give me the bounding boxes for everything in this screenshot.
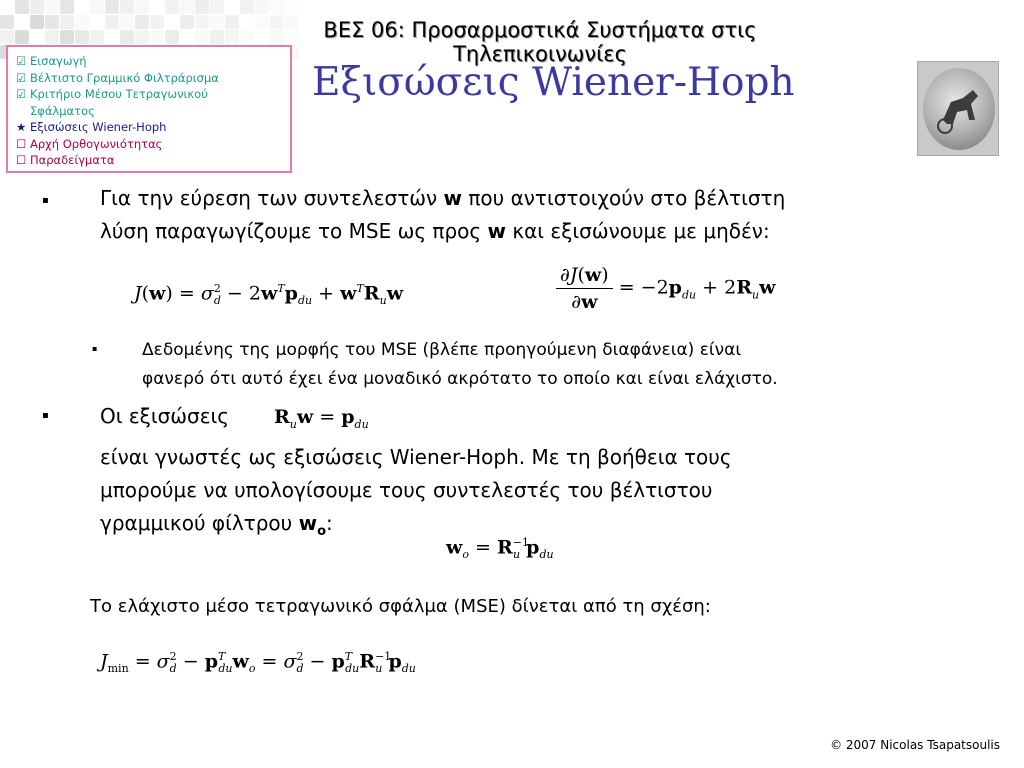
mosaic-tile xyxy=(225,15,239,29)
mosaic-tile xyxy=(45,30,59,44)
unchecked-box-icon: ☐ xyxy=(16,136,27,151)
equation-mse-function: $J(w) = \sigma^2_d - 2w^Tp_{du} + w^TR_uw$ xyxy=(134,282,404,308)
mosaic-tile xyxy=(45,0,59,14)
bullet-icon: ▪ xyxy=(42,195,49,206)
outline-item-introduction: ☑ Εισαγωγή xyxy=(16,54,87,68)
mosaic-tile xyxy=(90,0,104,14)
mosaic-tile xyxy=(0,15,14,29)
checked-box-icon: ☑ xyxy=(16,87,27,101)
mosaic-tile xyxy=(60,15,74,29)
checked-box-icon: ☑ xyxy=(16,54,27,68)
unchecked-box-icon: ☐ xyxy=(16,153,27,167)
paragraph-unique-minimum: Δεδομένης της μορφής του MSE (βλέπε προηγούμενη διαφάνεια) είναι φανερό ότι αυτό έχει ένα μοναδικό ακρότατο το οποίο και είναι ελάχιστο. xyxy=(142,340,778,389)
mosaic-tile xyxy=(135,0,149,14)
mosaic-tile xyxy=(150,30,164,44)
mosaic-tile xyxy=(30,0,44,14)
mosaic-tile xyxy=(180,15,194,29)
mosaic-tile xyxy=(45,15,59,29)
mosaic-tile xyxy=(135,15,149,29)
outline-item-wiener-hoph: ★ Εξισώσεις Wiener-Hoph xyxy=(16,120,167,134)
equation-wiener-hoph: $R_uw = p_{du}$ xyxy=(274,406,369,431)
mosaic-tile xyxy=(75,15,89,29)
outline-item-optimal-filtering: ☑ Βέλτιστο Γραμμικό Φιλτράρισμα xyxy=(16,70,219,85)
mosaic-tile xyxy=(30,15,44,29)
mosaic-tile xyxy=(90,30,104,44)
mosaic-tile xyxy=(105,15,119,29)
coin-chariot-icon xyxy=(923,68,995,150)
mosaic-tile xyxy=(15,30,29,44)
mosaic-tile xyxy=(285,0,299,14)
mosaic-tile xyxy=(165,30,179,44)
mosaic-tile xyxy=(165,0,179,14)
outline-item-examples: ☐ Παραδείγματα xyxy=(16,153,115,167)
mosaic-tile xyxy=(135,30,149,44)
mosaic-tile xyxy=(75,30,89,44)
star-icon: ★ xyxy=(16,120,27,134)
checked-box-icon: ☑ xyxy=(16,70,27,85)
mosaic-tile xyxy=(120,0,134,14)
mosaic-tile xyxy=(225,30,239,44)
mosaic-tile xyxy=(255,0,269,14)
mosaic-tile xyxy=(270,0,284,14)
outline-item-mse-criterion-cont: Σφάλματος xyxy=(30,103,95,118)
coin-logo xyxy=(917,61,999,156)
equation-mse-gradient: $\frac{\partial J(w)}{\partial w}$ = $-2p_{du} + 2R_uw$ xyxy=(556,264,775,313)
equation-min-mse: $J_{min} = \sigma^2_d - p^T_{du}w_o = \sigma^2_d - p^T_{du}R^{-1}_u$ $p_{du}$ xyxy=(100,650,416,676)
paragraph-min-mse: Το ελάχιστο μέσο τετραγωνικό σφάλμα (MSE) δίνεται από τη σχέση: xyxy=(90,596,711,617)
mosaic-tile xyxy=(195,0,209,14)
mosaic-tile xyxy=(0,30,14,44)
outline-item-mse-criterion: ☑ Κριτήριο Μέσου Τετραγωνικού xyxy=(16,87,208,101)
outline-item-orthogonality: ☐ Αρχή Ορθογωνιότητας xyxy=(16,136,163,151)
mosaic-tile xyxy=(15,0,29,14)
paragraph-derivative-intro: Για την εύρεση των συντελεστών w που αντιστοιχούν στο βέλτιστη λύση παραγωγίζουμε το MSE ως προς w και εξισώνουμε με μηδέν: xyxy=(100,186,786,243)
mosaic-tile xyxy=(180,0,194,14)
copyright-footer: © 2007 Nicolas Tsapatsoulis xyxy=(830,738,1000,752)
mosaic-tile xyxy=(120,15,134,29)
mosaic-tile xyxy=(150,15,164,29)
slide-title: Εξισώσεις Wiener-Hoph xyxy=(312,60,795,105)
mosaic-tile xyxy=(195,15,209,29)
sub-bullet-icon: ▪ xyxy=(92,344,98,353)
mosaic-tile xyxy=(210,15,224,29)
outline-box xyxy=(6,45,292,173)
course-title: ΒΕΣ 06: Προσαρμοστικά Συστήματα στις Τηλεπικοινωνίες xyxy=(323,18,757,66)
mosaic-tile xyxy=(240,0,254,14)
paragraph-wiener-hoph: Οι εξισώσεις είναι γνωστές ως εξισώσεις Wiener-Hoph. Με τη βοήθεια τους μπορούμε να υπολογίσουμε τους συντελεστές του βέλτιστου γραμμικού φίλτρου $w_o$: xyxy=(100,404,732,539)
mosaic-tile xyxy=(105,0,119,14)
equation-optimal-weights: $w_o = R^{-1}_u$ $p_{du}$ xyxy=(446,536,554,562)
mosaic-tile xyxy=(210,30,224,44)
mosaic-tile xyxy=(195,30,209,44)
mosaic-tile xyxy=(120,30,134,44)
mosaic-tile xyxy=(60,0,74,14)
bullet-icon: ▪ xyxy=(42,410,49,421)
mosaic-tile xyxy=(60,30,74,44)
mosaic-tile xyxy=(210,0,224,14)
